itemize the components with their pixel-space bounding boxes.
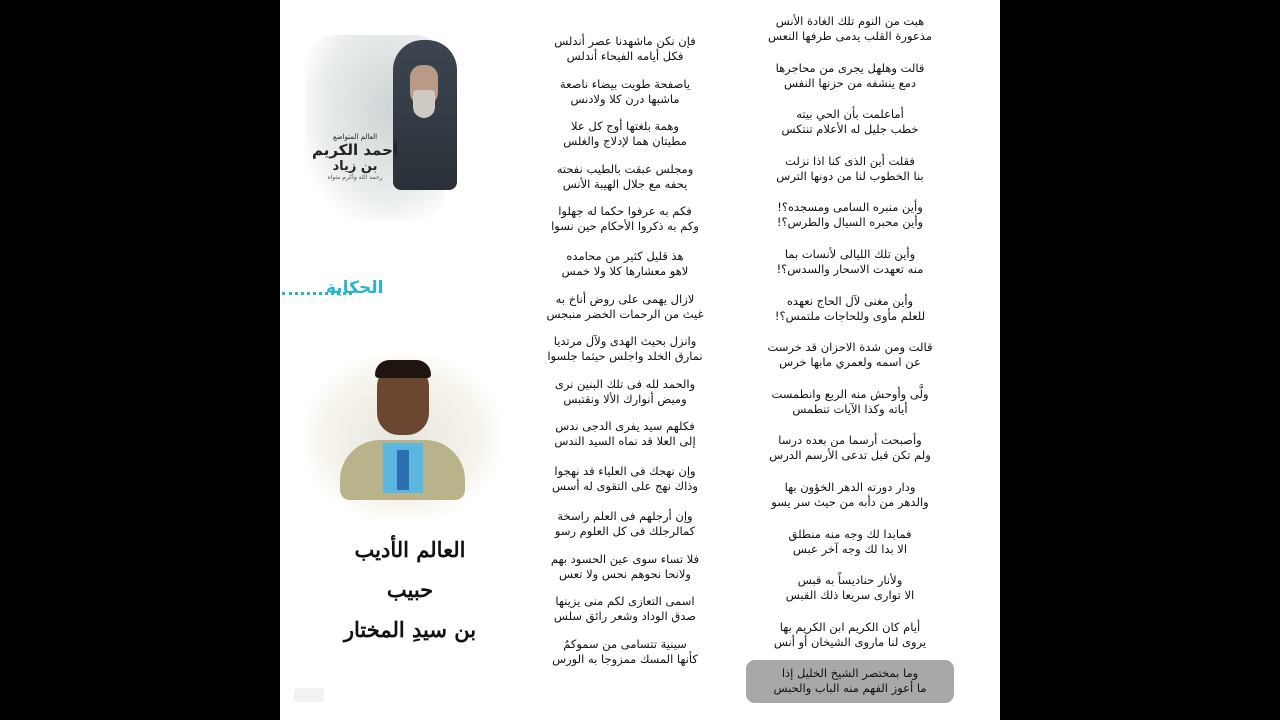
verse-first-hemistich: أيام كان الكريم ابن الكريم بها	[779, 619, 921, 634]
verse-second-hemistich: ولانحا نحوهم نحس ولا تعس	[559, 566, 691, 581]
verse-second-hemistich: دمع ينشفه من حزنها النفس	[784, 75, 916, 90]
verse-first-hemistich: فلا تساء سوى عين الحسود بهم	[550, 551, 700, 566]
verse-first-hemistich: فمابدا لك وجه منه منطلق	[788, 526, 912, 541]
verse	[525, 509, 725, 539]
scholar-portrait-top	[305, 35, 445, 220]
verse-second-hemistich: مطيتان هما لإدلاج والغلس	[563, 134, 687, 148]
verse-first-hemistich: ياصفحة طويت بيضاء ناصعة	[559, 76, 691, 91]
verse-first-hemistich: والحمد لله فى تلك البنين نرى	[554, 376, 696, 391]
verse	[525, 119, 725, 149]
verse	[740, 620, 960, 650]
verse-second-hemistich: عن اسمه ولعمري مابها خرس	[779, 355, 921, 370]
verse-second-hemistich: ماشبها درن كلا ولادنس	[570, 91, 680, 106]
verse	[740, 247, 960, 277]
watermark	[294, 688, 324, 702]
verse-first-hemistich: ودار دورته الدهر الخؤون بها	[784, 479, 916, 494]
caption-lineage: بن زياد	[332, 159, 378, 174]
verse-first-hemistich: وانزل بحيث الهدى ولآل مرتديا	[553, 334, 697, 348]
verse	[525, 594, 725, 624]
verse	[740, 294, 960, 324]
verse-second-hemistich: كأنها المسك ممزوجا به الورس	[552, 651, 698, 666]
verse-second-hemistich: والدهر من دأبه من حيث سر يسو	[771, 494, 929, 509]
verse-first-hemistich: وأين مغنى لآل الحاج نعهده	[786, 293, 914, 308]
verse	[740, 154, 960, 184]
verse-first-hemistich: وهمة بلغتها أوج كل علا	[571, 119, 679, 133]
verse-first-hemistich: وأين منبره السامى ومسجده؟!	[777, 200, 923, 215]
verse-first-hemistich: اسمى التعازى لكم منى يزينها	[555, 594, 695, 608]
verse	[525, 34, 725, 64]
verse-second-hemistich: الا بدا لك وجه آخر عبس	[792, 541, 908, 556]
highlighted-verse	[746, 660, 954, 703]
video-frame	[280, 0, 1000, 720]
verse	[740, 107, 960, 137]
verse-second-hemistich: لاهو معشارها كلا ولا خمس	[561, 264, 689, 278]
verse-first-hemistich: ولأنار حناديساً به قبس	[797, 573, 903, 588]
verse-first-hemistich: لازال يهمى على روض أناخ به	[555, 291, 695, 306]
verse-second-hemistich: بنا الخطوب لنا من دونها الترس	[776, 168, 924, 183]
verse	[525, 334, 725, 364]
verse-second-hemistich: وميض أنوارك الألا ونقتبس	[563, 391, 687, 406]
portrait-caption	[305, 133, 405, 181]
poet-lineage: بن سيدِ المختار	[343, 617, 477, 642]
verse	[525, 419, 725, 449]
story-label	[280, 278, 400, 302]
verse-second-hemistich: إلى العلا قد نماه السيد الندس	[554, 434, 696, 448]
verse	[740, 387, 960, 417]
verse-second-hemistich: كمالرجلك فى كل العلوم رسو	[554, 524, 696, 538]
poet-name	[300, 530, 520, 650]
poem-column-right	[740, 14, 960, 703]
caption-prayer: رحمه الله وأكرم مثواه	[327, 174, 383, 181]
verse-second-hemistich: الا توارى سريعا ذلك القبس	[785, 588, 915, 603]
verse-first-hemistich: أماعلمت بأن الحي بيته	[796, 107, 904, 122]
verse-second-hemistich: أياته وكذا الآيات تنطمس	[792, 401, 908, 416]
verse-first-hemistich: وإن نهجك فى العلياء قد نهجوا	[554, 464, 696, 478]
verse	[740, 14, 960, 44]
verse	[525, 292, 725, 322]
verse-first-hemistich: هبت من النوم تلك الغادة الأنس	[775, 14, 925, 28]
verse	[525, 377, 725, 407]
portrait-hair	[375, 360, 431, 378]
verse-first-hemistich: ومجلس عبقت بالطيب نفحته	[556, 161, 694, 176]
verse	[740, 340, 960, 370]
verse	[740, 433, 960, 463]
caption-line: العالم المتواضع	[332, 133, 378, 141]
verse-second-hemistich: للعلم مأوى وللحاجات ملتمس؟!	[774, 308, 926, 323]
portrait-tie	[397, 450, 409, 490]
verse	[525, 77, 725, 107]
verse-second-hemistich: غيث من الرحمات الخضر منبجس	[546, 306, 704, 321]
verse	[740, 573, 960, 603]
poem-column-middle	[525, 34, 725, 679]
verse-second-hemistich: منه تعهدت الاسحار والسدس؟!	[776, 261, 924, 276]
verse-second-hemistich: وأين محبره السيال والطرس؟!	[776, 215, 924, 230]
verse	[525, 204, 725, 234]
verse-second-hemistich: ما أعوز الفهم منه الباب والحبس	[773, 681, 927, 696]
verse-second-hemistich: وذاك نهج على التقوى له أسس	[552, 479, 698, 493]
verse-second-hemistich: صدق الوداد وشعر رائق سلس	[553, 609, 697, 623]
verse-first-hemistich: وأين تلك الليالى لأنسات بما	[784, 246, 916, 261]
verse-first-hemistich: قالت ومن شدة الاحزان قد خرست	[767, 340, 933, 355]
verse-second-hemistich: نمارق الخلد واجلس حيثما جلسوا	[547, 349, 703, 363]
verse-first-hemistich: وإن أرجلهم فى العلم راسخة	[557, 509, 693, 523]
verse	[525, 552, 725, 582]
verse-second-hemistich: مذعورة القلب يدمى طرفها النعس	[768, 29, 932, 43]
verse-second-hemistich: يروى لنا ماروى الشيخان أو أنس	[773, 634, 927, 649]
verse-second-hemistich: خطب جليل له الأعلام تنتكس	[781, 122, 919, 137]
poet-title: العالم الأديب	[354, 537, 466, 562]
verse	[525, 249, 725, 279]
verse-second-hemistich: يحفه مع جلال الهيبة الأنس	[562, 176, 688, 191]
verse	[740, 200, 960, 230]
portrait-beard	[413, 90, 435, 118]
verse-first-hemistich: هذ قليل كثير من محامده	[566, 249, 684, 263]
verse	[740, 527, 960, 557]
story-title: الحكاية	[326, 278, 384, 298]
verse-first-hemistich: فكلهم سيد يفرى الدجى ندس	[555, 419, 695, 433]
verse-first-hemistich: فكم به عرفوا حكما له جهلوا	[558, 204, 692, 218]
verse	[740, 61, 960, 91]
poet-first-name: حبيب	[386, 577, 434, 602]
verse-first-hemistich: سينية تتسامى من سموكمُ	[563, 636, 687, 651]
verse	[525, 637, 725, 667]
verse	[525, 162, 725, 192]
poet-portrait	[305, 355, 500, 520]
verse-first-hemistich: فقلت أين الذى كنا اذا نزلت	[785, 153, 915, 168]
verse-second-hemistich: فكل أيامه الفيحاء أندلس	[566, 49, 684, 63]
verse-second-hemistich: ولم تكن قبل تدعى الأرسم الدرس	[769, 448, 931, 463]
verse-first-hemistich: وأصبحت أرسما من بعده درسا	[778, 433, 922, 448]
verse	[525, 464, 725, 494]
verse-first-hemistich: وما بمختصر الشيخ الخليل إذا	[781, 666, 919, 681]
verse-second-hemistich: وكم به ذكروا الأحكام حين نسوا	[551, 219, 699, 233]
caption-name: أحمد الكريم	[311, 141, 399, 159]
verse-first-hemistich: فإن نكن ماشهدنا عصر أندلس	[554, 34, 696, 48]
verse-first-hemistich: ولَّى وأوحش منه الربع وانطمست	[771, 386, 929, 401]
verse-first-hemistich: قالت وهلهل يجرى من محاجرها	[775, 60, 925, 75]
verse	[740, 480, 960, 510]
